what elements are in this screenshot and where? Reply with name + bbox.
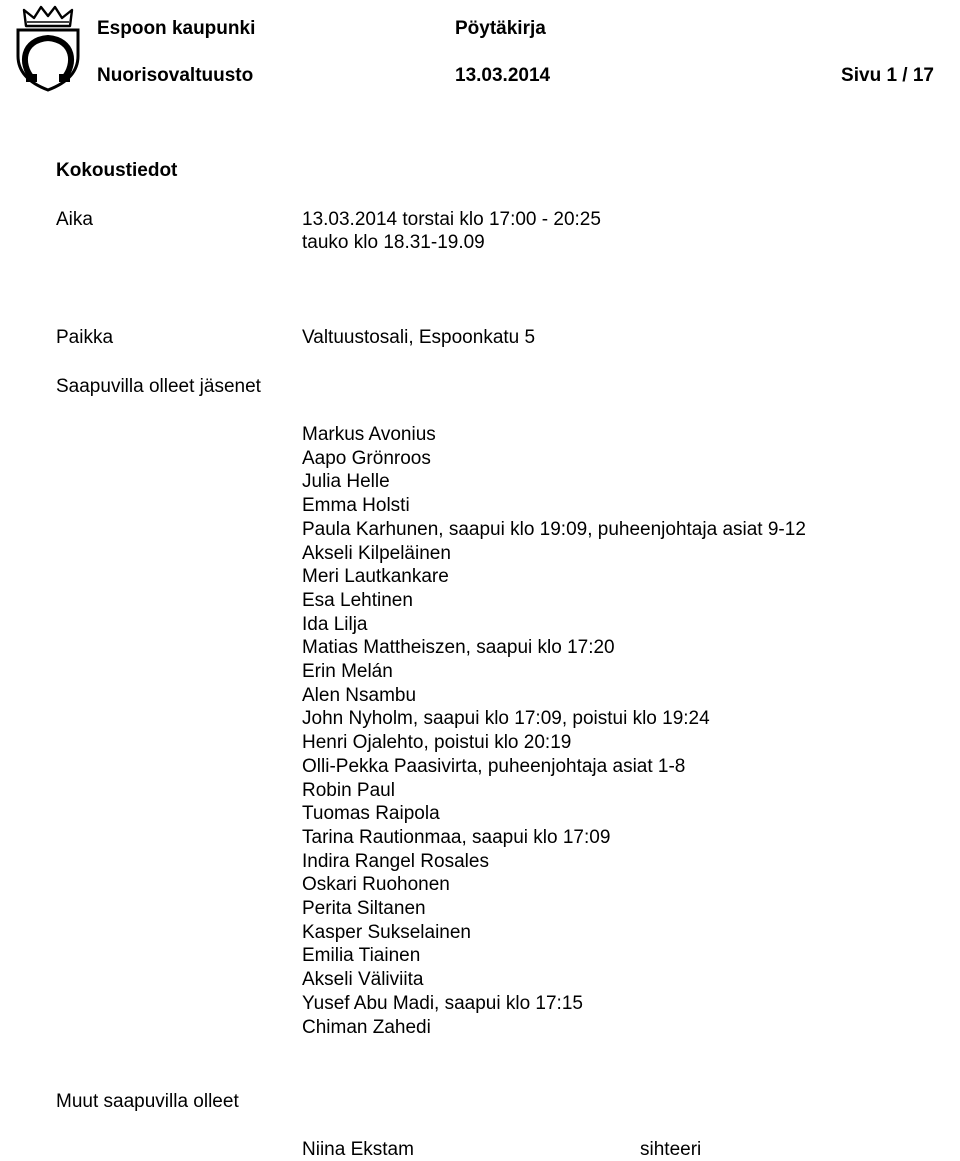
document-type: Pöytäkirja: [455, 18, 546, 39]
member-item: Meri Lautkankare: [302, 566, 449, 588]
member-item: Akseli Kilpeläinen: [302, 542, 451, 564]
other-person-role: sihteeri: [640, 1139, 702, 1160]
member-item: Henri Ojalehto, poistui klo 20:19: [302, 732, 572, 754]
member-item: Julia Helle: [302, 471, 390, 493]
member-item: Alen Nsambu: [302, 684, 417, 706]
member-item: Yusef Abu Madi, saapui klo 17:15: [302, 992, 583, 1014]
espoo-coat-of-arms-icon: [8, 4, 88, 92]
time-label: Aika: [56, 209, 93, 230]
others-label: Muut saapuvilla olleet: [56, 1091, 239, 1112]
member-item: Matias Mattheiszen, saapui klo 17:20: [302, 637, 615, 659]
member-item: Tuomas Raipola: [302, 803, 440, 825]
member-item: John Nyholm, saapui klo 17:09, poistui klo 19:24: [302, 708, 710, 730]
member-item: Akseli Väliviita: [302, 969, 424, 991]
member-item: Tarina Rautionmaa, saapui klo 17:09: [302, 826, 611, 848]
member-item: Oskari Ruohonen: [302, 874, 450, 896]
members-label: Saapuvilla olleet jäsenet: [56, 376, 261, 397]
member-item: Esa Lehtinen: [302, 589, 413, 611]
other-person-name: Niina Ekstam: [302, 1139, 414, 1160]
member-item: Perita Siltanen: [302, 898, 426, 920]
member-item: Aapo Grönroos: [302, 447, 431, 469]
time-value: 13.03.2014 torstai klo 17:00 - 20:25: [302, 209, 601, 230]
member-item: Emma Holsti: [302, 495, 410, 517]
page-number: Sivu 1 / 17: [841, 65, 934, 86]
break-value: tauko klo 18.31-19.09: [302, 232, 485, 253]
member-item: Paula Karhunen, saapui klo 19:09, puheenjohtaja asiat 9-12: [302, 518, 806, 540]
section-title: Kokoustiedot: [56, 160, 178, 181]
member-item: Ida Lilja: [302, 613, 368, 635]
members-list: [302, 423, 806, 1039]
organization-name: Espoon kaupunki: [97, 18, 256, 39]
place-value: Valtuustosali, Espoonkatu 5: [302, 327, 536, 348]
member-item: Chiman Zahedi: [302, 1016, 431, 1038]
member-item: Emilia Tiainen: [302, 945, 421, 967]
body-name: Nuorisovaltuusto: [97, 65, 254, 86]
member-item: Erin Melán: [302, 661, 393, 683]
member-item: Robin Paul: [302, 779, 395, 801]
member-item: Kasper Sukselainen: [302, 921, 471, 943]
member-item: Markus Avonius: [302, 424, 436, 445]
place-label: Paikka: [56, 327, 114, 348]
member-item: Indira Rangel Rosales: [302, 850, 489, 872]
member-item: Olli-Pekka Paasivirta, puheenjohtaja asiat 1-8: [302, 755, 686, 777]
meeting-date: 13.03.2014: [455, 65, 551, 86]
